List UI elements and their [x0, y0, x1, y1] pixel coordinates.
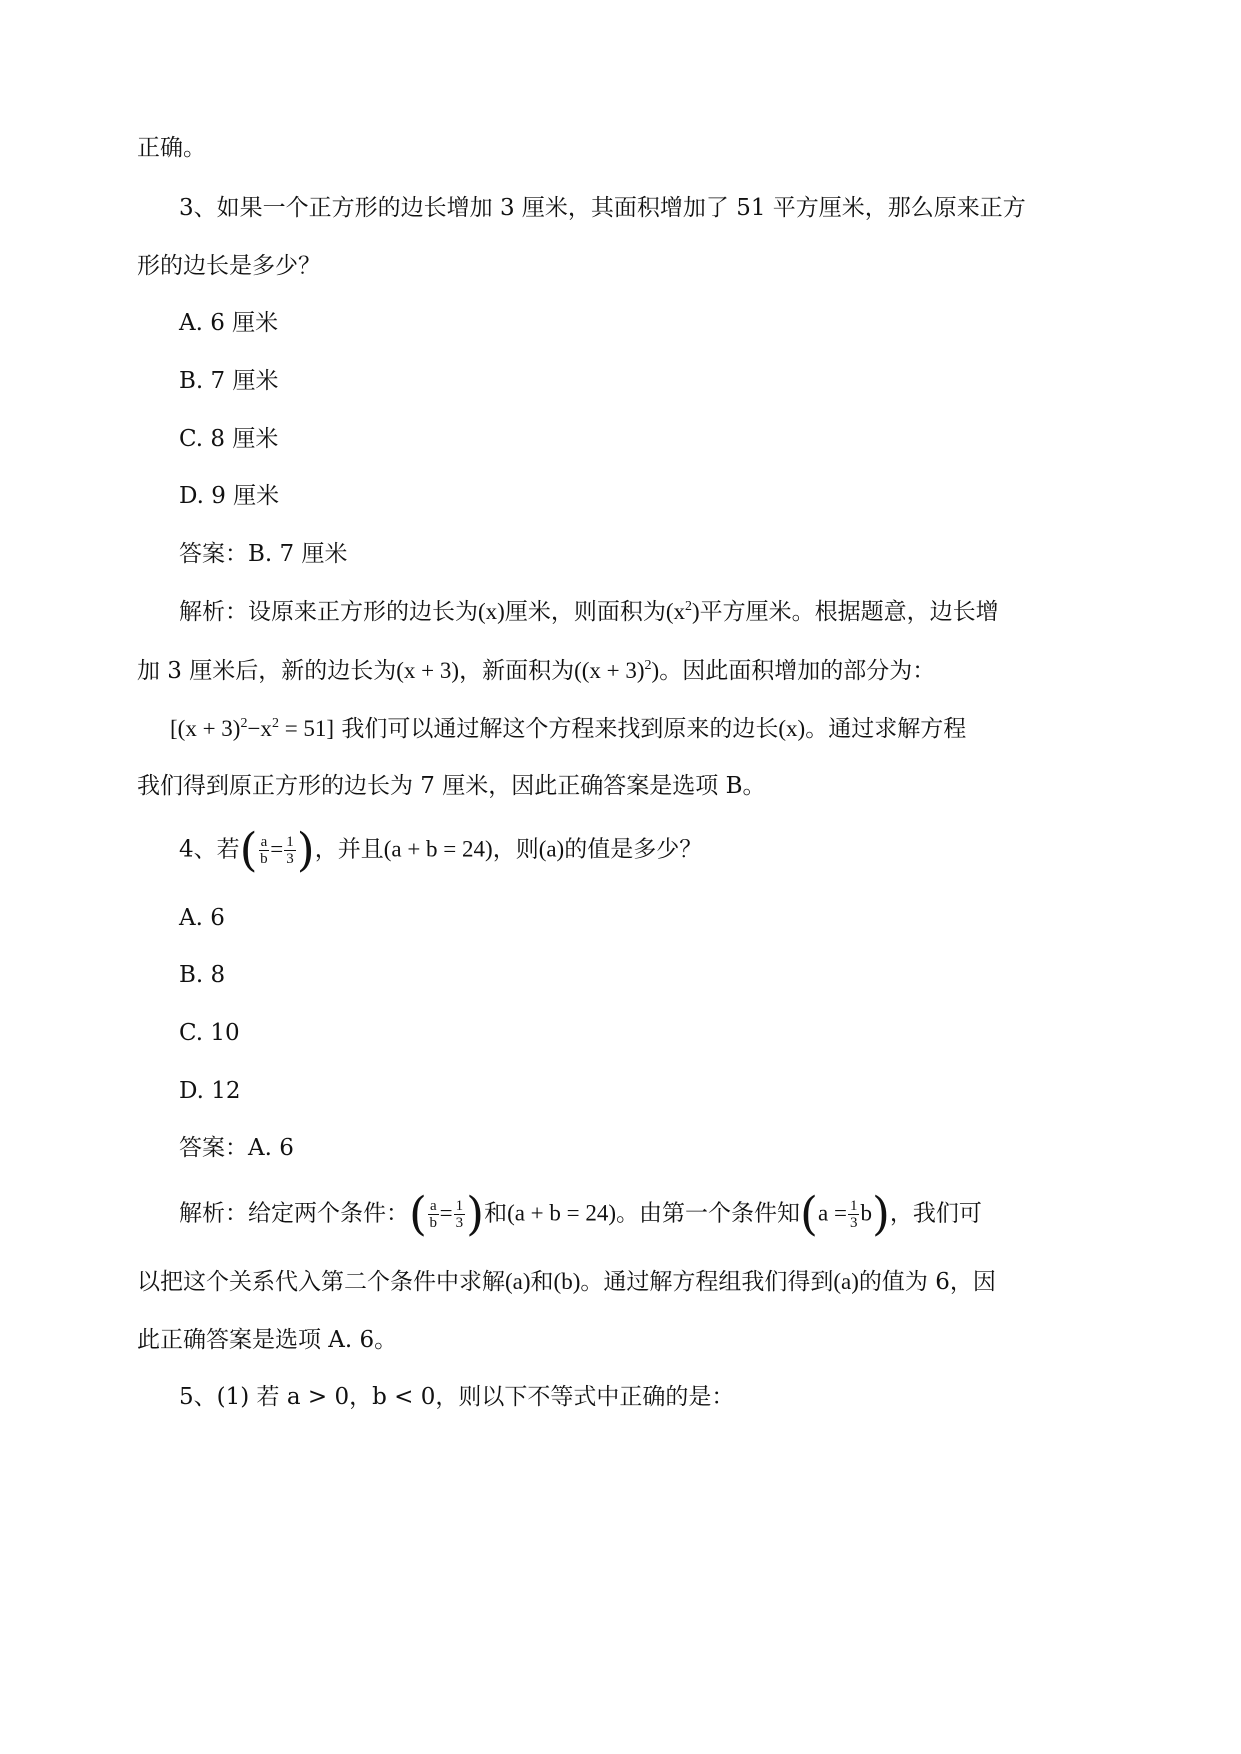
text: 。因此面积增加的部分为：	[659, 658, 936, 684]
paren: )	[466, 1186, 485, 1241]
fraction	[428, 1198, 439, 1231]
text: 4、若	[179, 836, 240, 863]
paren: (	[409, 1186, 427, 1241]
text: 的值为 6，因	[858, 1269, 996, 1295]
explanation-line	[170, 714, 966, 744]
text: ，则	[492, 836, 539, 863]
option-c: C. 10	[179, 1020, 240, 1046]
denominator: b	[429, 1215, 438, 1231]
fraction	[259, 834, 270, 867]
numerator: 1	[286, 834, 294, 850]
math: = 51]	[278, 716, 335, 741]
text: 。由第一个条件知	[616, 1200, 801, 1227]
question-3-stem: 3、如果一个正方形的边长增加 3 厘米，其面积增加了 51 平方厘米，那么原来正方	[179, 195, 1026, 221]
explanation-line	[137, 1267, 996, 1297]
fraction	[284, 834, 296, 867]
text: 我们可以通过解这个方程来找到原来的边长	[334, 716, 779, 742]
math: a =	[818, 1200, 847, 1226]
text: 。通过求解方程	[805, 716, 967, 742]
denominator: 3	[849, 1215, 858, 1231]
text: 解析：设原来正方形的边长为	[179, 599, 478, 625]
option-a: A. 6	[179, 905, 225, 931]
text: ，我们可	[889, 1200, 982, 1227]
numerator: a	[429, 1198, 437, 1214]
question-3-stem-cont: 形的边长是多少？	[137, 253, 321, 279]
explanation-line: 我们得到原正方形的边长为 7 厘米，因此正确答案是选项 B。	[137, 773, 766, 799]
text-line: 正确。	[137, 135, 206, 161]
text: 加 3 厘米后，新的边长为	[137, 658, 397, 684]
option-a: A. 6 厘米	[179, 310, 279, 336]
paren: (	[800, 1186, 818, 1241]
paren: (	[239, 822, 258, 877]
exponent: 2	[240, 716, 248, 731]
answer-line: 答案：B. 7 厘米	[179, 541, 348, 567]
paren: )	[871, 1186, 890, 1241]
math: (x)	[778, 716, 806, 741]
denominator: b	[260, 851, 268, 867]
math: =	[270, 836, 284, 862]
math: (a)	[833, 1269, 859, 1294]
numerator: 1	[455, 1198, 464, 1214]
math: −x	[247, 716, 272, 741]
text: ，并且	[314, 836, 384, 863]
math: (a + b = 24)	[383, 836, 493, 862]
explanation-line	[179, 1186, 982, 1241]
fraction	[848, 1198, 860, 1231]
denominator: 3	[455, 1215, 464, 1231]
text: 。通过解方程组我们得到	[580, 1269, 834, 1295]
math: b	[860, 1200, 872, 1226]
text: 厘米，则面积为	[504, 599, 666, 625]
option-b: B. 7 厘米	[179, 368, 279, 394]
math: =	[439, 1200, 453, 1226]
math: (a)	[538, 836, 565, 862]
denominator: 3	[286, 851, 294, 867]
math: [(x + 3)	[170, 716, 241, 741]
math: (x)	[478, 599, 505, 624]
paren: )	[296, 822, 315, 877]
question-5-stem: 5、(1) 若 a > 0，b < 0，则以下不等式中正确的是：	[179, 1384, 735, 1410]
answer-line: 答案：A. 6	[179, 1135, 294, 1161]
explanation-line: 此正确答案是选项 A. 6。	[137, 1327, 398, 1353]
option-b: B. 8	[179, 962, 226, 988]
numerator: a	[260, 834, 268, 850]
math: (x + 3)	[396, 658, 460, 683]
math: (x	[665, 599, 685, 624]
text: 和	[484, 1200, 508, 1227]
explanation-line	[137, 656, 935, 686]
option-d: D. 12	[179, 1078, 241, 1104]
option-d: D. 9 厘米	[179, 483, 280, 509]
explanation-line	[179, 597, 999, 627]
exponent: 2	[685, 599, 692, 614]
question-4-stem	[179, 822, 703, 877]
text: ，新面积为	[459, 658, 575, 684]
math: )	[692, 599, 700, 624]
option-c: C. 8 厘米	[179, 426, 279, 452]
text: 以把这个关系代入第二个条件中求解	[137, 1269, 505, 1295]
math: (a)	[505, 1269, 531, 1294]
numerator: 1	[849, 1198, 858, 1214]
exponent: 2	[271, 716, 279, 731]
text: 平方厘米。根据题意，边长增	[699, 599, 999, 625]
math: ((x + 3)	[574, 658, 645, 683]
math: (b)	[553, 1269, 581, 1294]
math: (a + b = 24)	[507, 1200, 617, 1226]
math: )	[651, 658, 660, 683]
fraction	[454, 1198, 466, 1231]
text: 和	[530, 1269, 554, 1295]
text: 解析：给定两个条件：	[179, 1200, 409, 1227]
exponent: 2	[644, 658, 652, 673]
text: 的值是多少？	[564, 836, 703, 863]
